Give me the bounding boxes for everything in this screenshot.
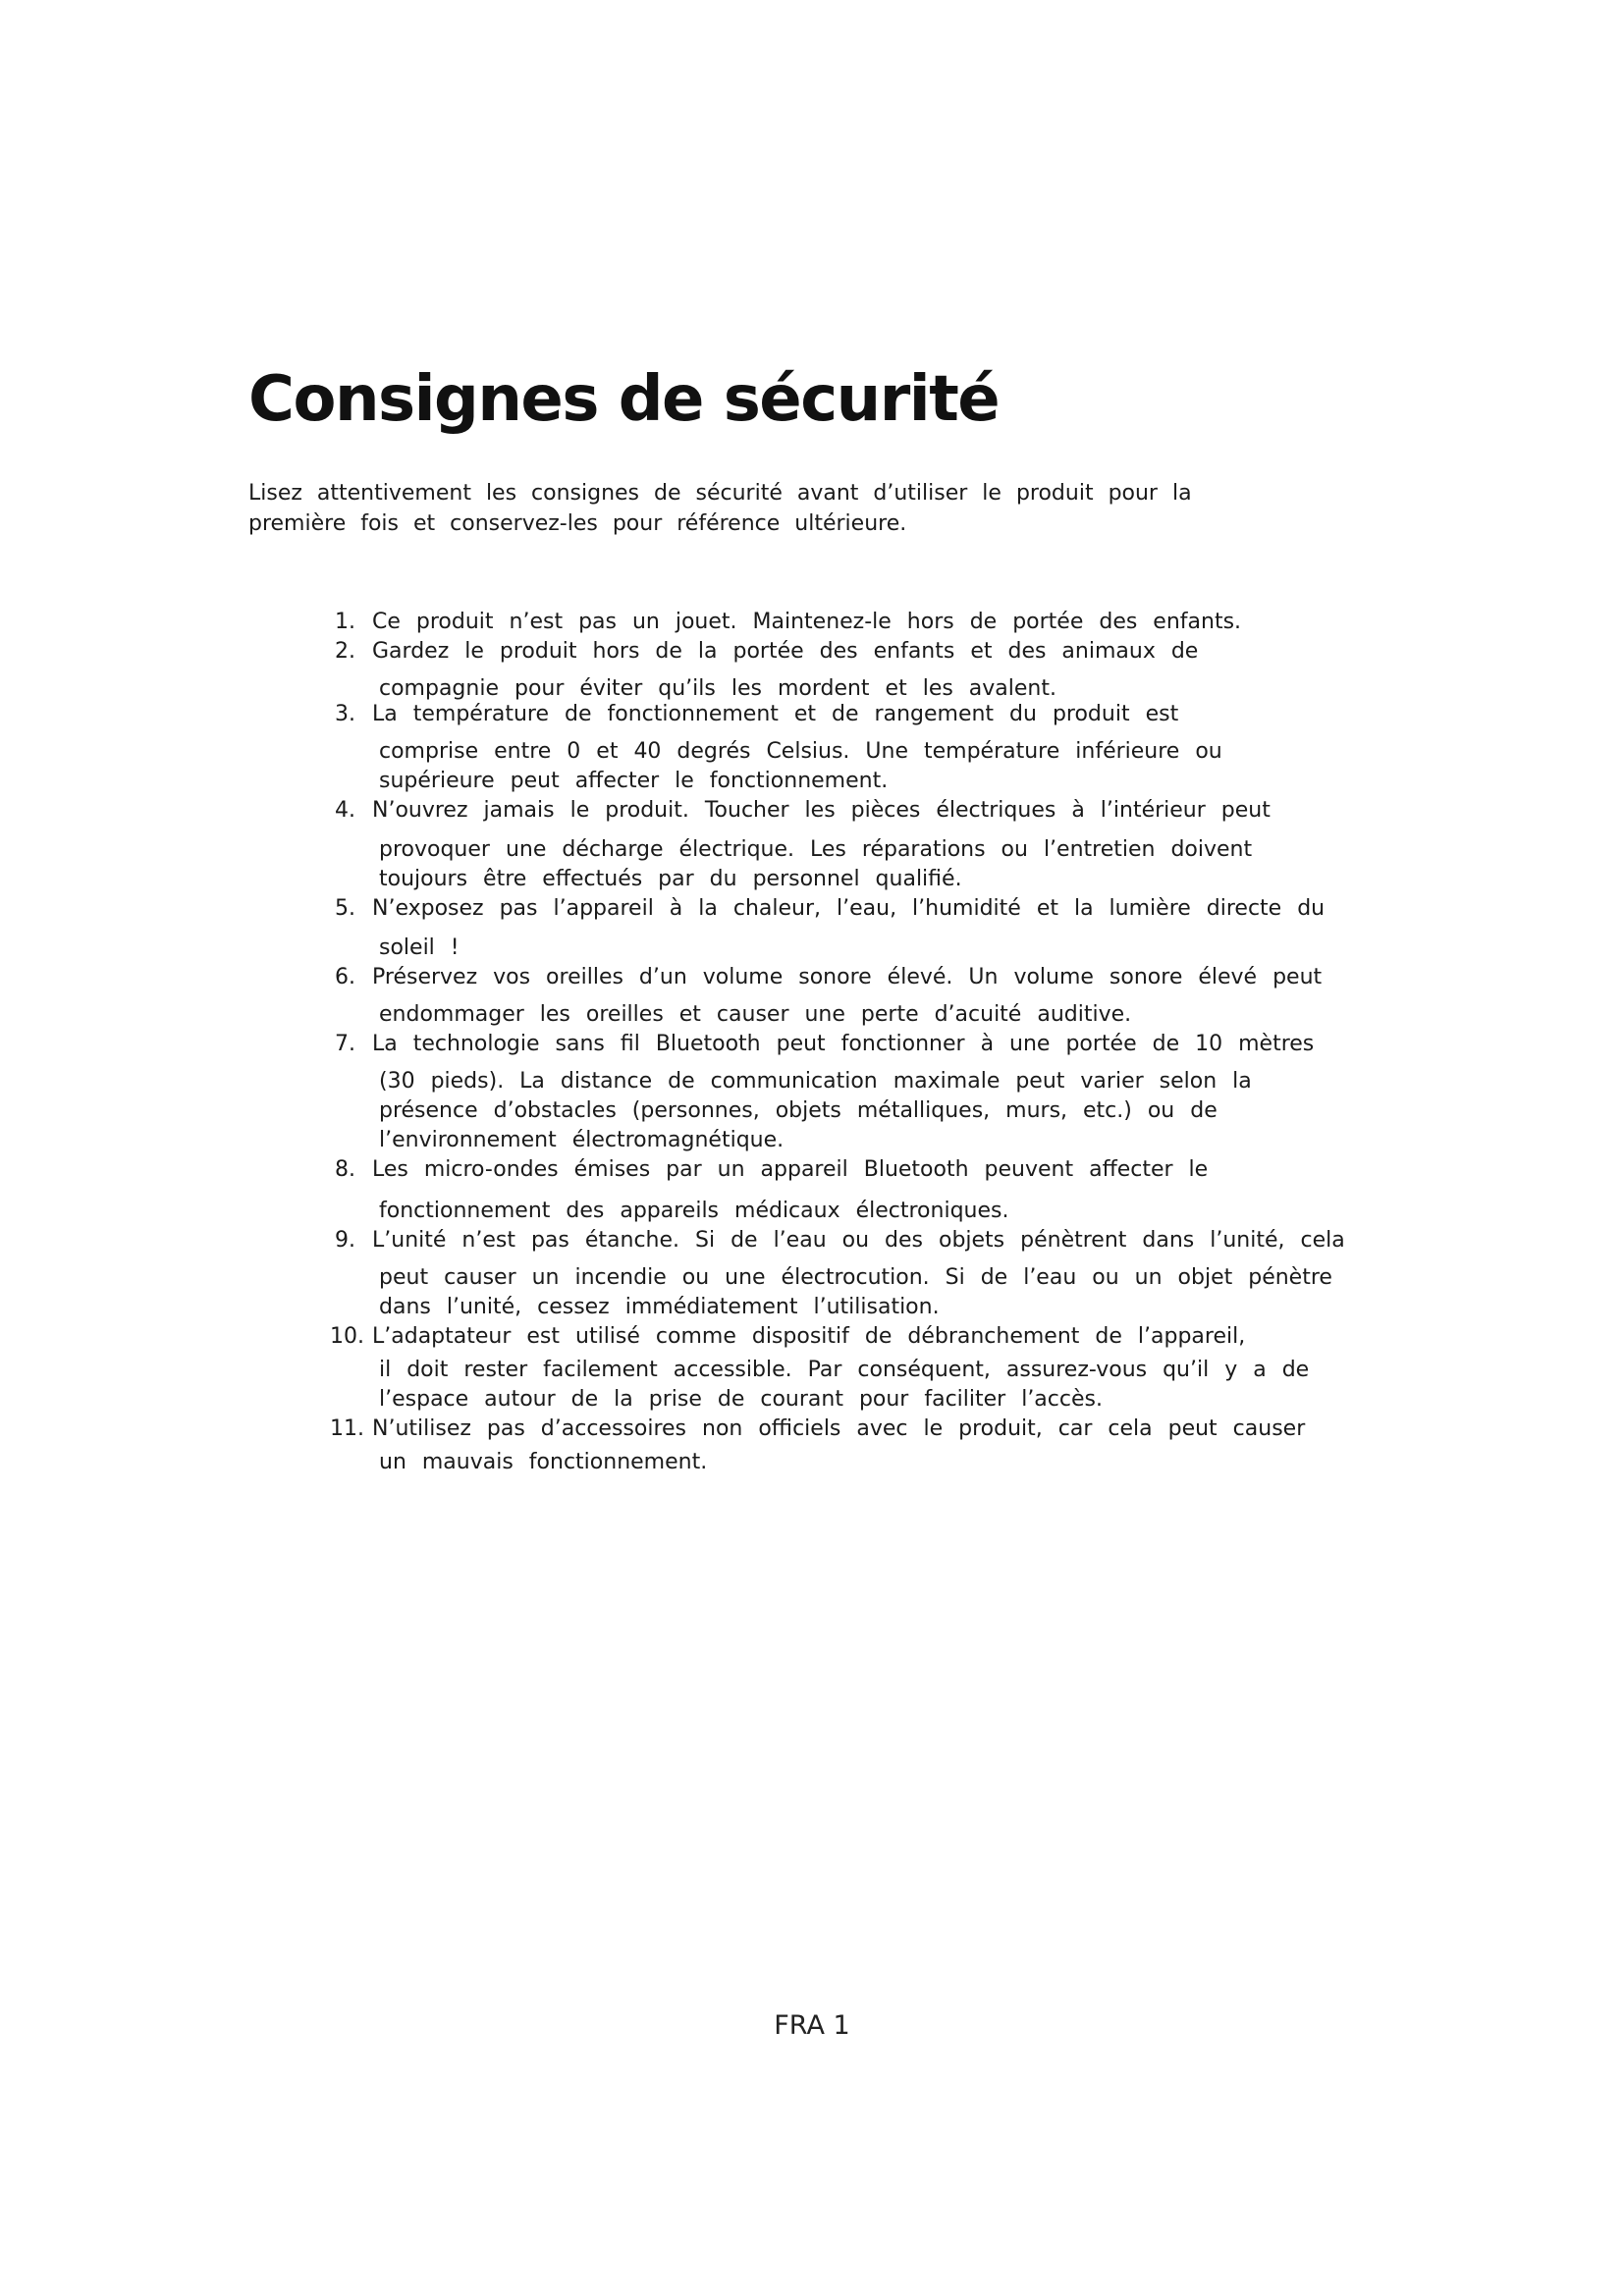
instruction-text-line: La technologie sans fil Bluetooth peut fonctionner à une portée de 10 mètres [372, 1032, 1315, 1056]
instruction-text-line: (30 pieds). La distance de communication maximale peut varier selon la [379, 1069, 1252, 1094]
instruction-text-line: l’environnement électromagnétique. [379, 1128, 785, 1152]
instruction-text-line: Les micro-ondes émises par un appareil Bluetooth peuvent affecter le [372, 1157, 1209, 1182]
instruction-text-line: un mauvais fonctionnement. [379, 1450, 708, 1474]
instruction-text-line: endommager les oreilles et causer une perte d’acuité auditive. [379, 1002, 1132, 1027]
instruction-text-line: il doit rester facilement accessible. Par conséquent, assurez-vous qu’il y a de [379, 1358, 1310, 1382]
instruction-text-line: La température de fonctionnement et de rangement du produit est [372, 702, 1179, 726]
instruction-text-line: L’unité n’est pas étanche. Si de l’eau ou des objets pénètrent dans l’unité, cela [372, 1228, 1345, 1253]
instruction-text-line: N’utilisez pas d’accessoires non officiels avec le produit, car cela peut causer [372, 1416, 1306, 1441]
instruction-number: 6. [335, 965, 355, 989]
instruction-text-line: Préservez vos oreilles d’un volume sonore élevé. Un volume sonore élevé peut [372, 965, 1323, 989]
instruction-text-line: Ce produit n’est pas un jouet. Maintenez-le hors de portée des enfants. [372, 610, 1242, 634]
intro-line: première fois et conservez-les pour référence ultérieure. [248, 511, 907, 536]
instruction-number: 11. [330, 1416, 364, 1441]
instruction-text-line: provoquer une décharge électrique. Les réparations ou l’entretien doivent [379, 837, 1253, 862]
instruction-number: 9. [335, 1228, 355, 1253]
instruction-text-line: dans l’unité, cessez immédiatement l’utilisation. [379, 1295, 940, 1319]
instruction-number: 2. [335, 639, 355, 664]
instruction-text-line: présence d’obstacles (personnes, objets métalliques, murs, etc.) ou de [379, 1098, 1218, 1123]
intro-line: Lisez attentivement les consignes de sécurité avant d’utiliser le produit pour la [248, 481, 1192, 506]
instruction-text-line: supérieure peut affecter le fonctionnement. [379, 769, 889, 793]
instruction-text-line: L’adaptateur est utilisé comme dispositif de débranchement de l’appareil, [372, 1324, 1246, 1349]
instruction-number: 3. [335, 702, 355, 726]
instruction-number: 1. [335, 610, 355, 634]
instruction-number: 10. [330, 1324, 364, 1349]
instruction-number: 7. [335, 1032, 355, 1056]
instruction-text-line: Gardez le produit hors de la portée des enfants et des animaux de [372, 639, 1199, 664]
page-title: Consignes de sécurité [248, 363, 1000, 436]
instruction-text-line: comprise entre 0 et 40 degrés Celsius. Une température inférieure ou [379, 739, 1222, 764]
instruction-text-line: fonctionnement des appareils médicaux électroniques. [379, 1199, 1009, 1223]
instruction-number: 4. [335, 798, 355, 823]
instruction-number: 8. [335, 1157, 355, 1182]
instruction-text-line: peut causer un incendie ou une électrocution. Si de l’eau ou un objet pénètre [379, 1265, 1332, 1290]
page-number: FRA 1 [774, 2010, 850, 2041]
instruction-text-line: toujours être effectués par du personnel qualifié. [379, 867, 962, 891]
instruction-text-line: N’exposez pas l’appareil à la chaleur, l’eau, l’humidité et la lumière directe du [372, 896, 1326, 921]
instruction-text-line: N’ouvrez jamais le produit. Toucher les pièces électriques à l’intérieur peut [372, 798, 1271, 823]
instruction-number: 5. [335, 896, 355, 921]
intro-paragraph [248, 478, 1299, 539]
instruction-text-line: l’espace autour de la prise de courant pour faciliter l’accès. [379, 1387, 1103, 1412]
instruction-text-line: compagnie pour éviter qu’ils les mordent et les avalent. [379, 676, 1056, 701]
instruction-text-line: soleil ! [379, 935, 460, 960]
